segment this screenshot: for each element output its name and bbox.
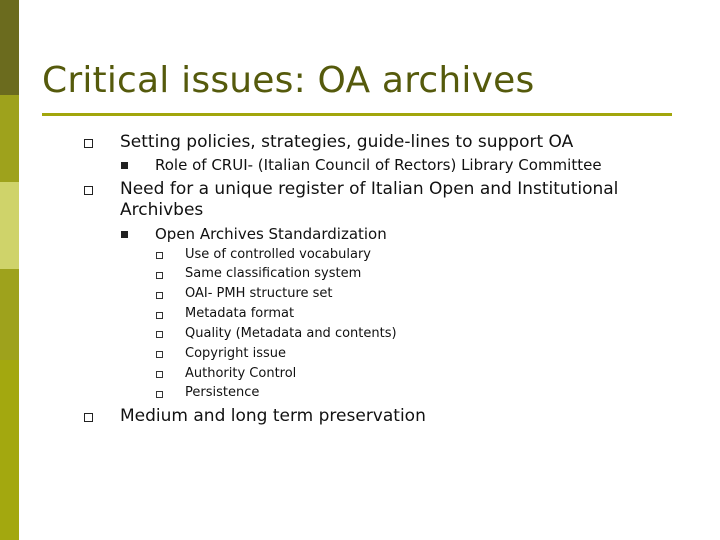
sub-sub-bullet: Authority Control bbox=[185, 366, 297, 381]
sub-bullet-crui-role: Role of CRUI- (Italian Council of Rectors) Library Committee bbox=[155, 156, 602, 174]
title-underline bbox=[42, 113, 672, 116]
side-stripe-segment bbox=[0, 95, 19, 182]
bullet-preservation: Medium and long term preservation bbox=[120, 406, 426, 426]
small-square-bullet-icon bbox=[156, 272, 163, 279]
small-square-bullet-icon bbox=[156, 252, 163, 259]
bullet-unique-register: Need for a unique register of Italian Open and Institutional bbox=[120, 179, 619, 199]
sub-sub-bullet: Copyright issue bbox=[185, 346, 287, 361]
sub-sub-bullet: Same classification system bbox=[185, 266, 362, 281]
open-square-bullet-icon bbox=[84, 139, 93, 148]
bullet-unique-register-cont: Archivbes bbox=[120, 200, 204, 220]
side-stripe-segment bbox=[0, 360, 19, 540]
small-square-bullet-icon bbox=[156, 371, 163, 378]
side-stripe-segment bbox=[0, 182, 19, 269]
small-square-bullet-icon bbox=[156, 331, 163, 338]
sub-bullet-oa-standardization: Open Archives Standardization bbox=[155, 225, 387, 243]
sub-sub-bullet: Quality (Metadata and contents) bbox=[185, 326, 397, 341]
small-square-bullet-icon bbox=[156, 292, 163, 299]
bullet-setting-policies: Setting policies, strategies, guide-lines to support OA bbox=[120, 132, 574, 152]
sub-sub-bullet: Persistence bbox=[185, 385, 260, 400]
open-square-bullet-icon bbox=[84, 186, 93, 195]
side-stripe-segment bbox=[0, 269, 19, 360]
sub-sub-bullet: Use of controlled vocabulary bbox=[185, 247, 372, 262]
small-square-bullet-icon bbox=[156, 391, 163, 398]
open-square-bullet-icon bbox=[84, 413, 93, 422]
small-square-bullet-icon bbox=[156, 351, 163, 358]
side-stripe-segment bbox=[0, 0, 19, 95]
small-square-bullet-icon bbox=[156, 312, 163, 319]
filled-square-bullet-icon bbox=[121, 231, 128, 238]
sub-sub-bullet: Metadata format bbox=[185, 306, 295, 321]
slide-title: Critical issues: OA archives bbox=[42, 60, 535, 101]
sub-sub-bullet: OAI- PMH structure set bbox=[185, 286, 333, 301]
filled-square-bullet-icon bbox=[121, 162, 128, 169]
